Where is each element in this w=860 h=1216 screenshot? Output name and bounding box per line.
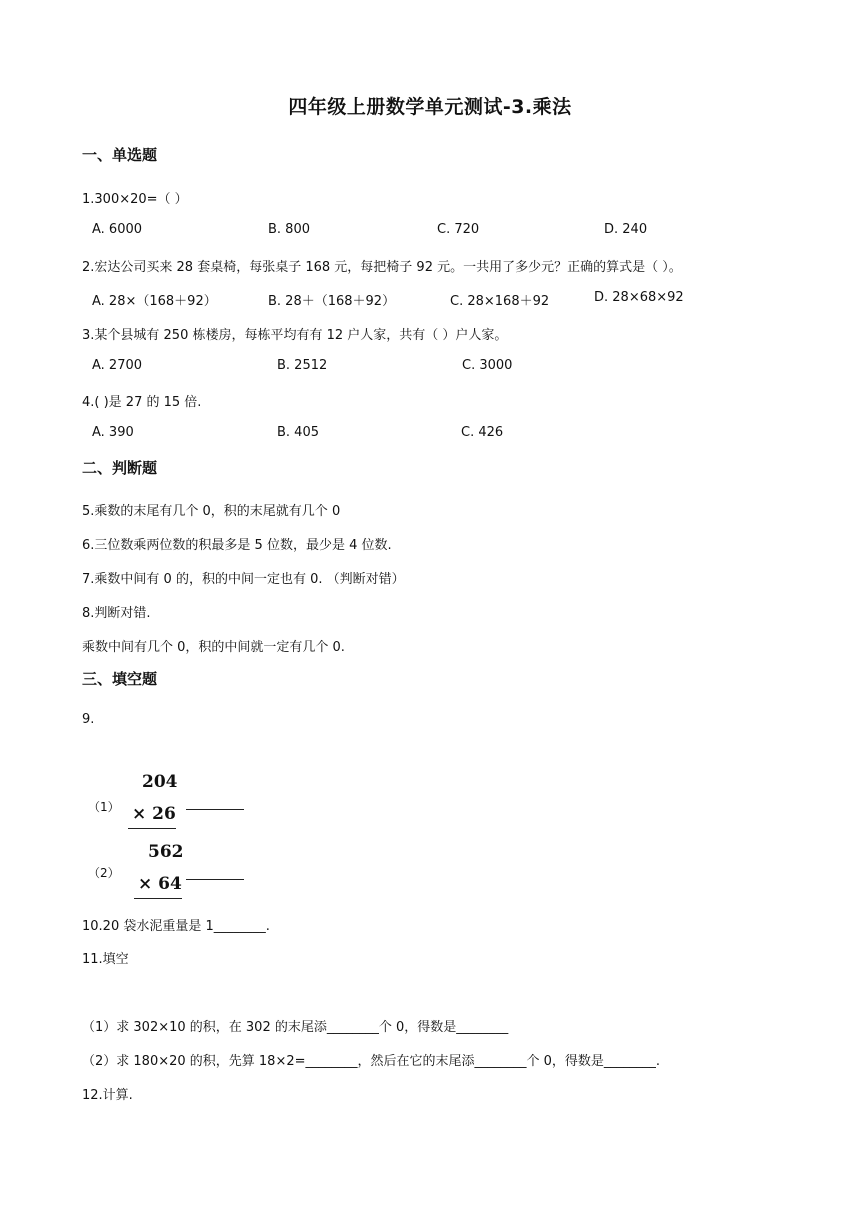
multiplier-2: × 64 [138, 874, 182, 894]
question-3-option-a: A. 2700 [92, 358, 143, 373]
section-heading-single-choice: 一、单选题 [82, 146, 158, 164]
question-2-option-d: D. 28×68×92 [594, 290, 684, 305]
question-4-option-a: A. 390 [92, 425, 134, 440]
question-2-option-c: C. 28×168＋92 [450, 294, 550, 309]
question-12-stem: 12.计算. [82, 1088, 133, 1103]
question-7-stem: 7.乘数中间有 0 的，积的中间一定也有 0. （判断对错） [82, 572, 405, 587]
product-rule-2 [134, 898, 182, 899]
vertical-multiplication-2 [134, 842, 254, 902]
question-2-option-b: B. 28＋（168＋92） [268, 294, 396, 309]
answer-blank-1[interactable] [186, 809, 244, 810]
question-8-stem: 8.判断对错. [82, 606, 151, 621]
question-9-stem: 9. [82, 712, 95, 727]
question-2-stem: 2.宏达公司买来 28 套桌椅，每张桌子 168 元，每把椅子 92 元。一共用了多少元？正确的算式是（ ）。 [82, 260, 682, 275]
question-3-option-b: B. 2512 [277, 358, 328, 373]
question-11-stem: 11.填空 [82, 952, 129, 967]
question-6-stem: 6.三位数乘两位数的积最多是 5 位数，最少是 4 位数. [82, 538, 392, 553]
question-1-option-a: A. 6000 [92, 222, 143, 237]
question-1-option-b: B. 800 [268, 222, 310, 237]
question-5-stem: 5.乘数的末尾有几个 0，积的末尾就有几个 0 [82, 504, 341, 519]
question-9-part-1-label: （1） [88, 800, 120, 814]
question-2-option-a: A. 28×（168＋92） [92, 294, 217, 309]
question-4-stem: 4.( )是 27 的 15 倍. [82, 395, 202, 410]
question-4-option-b: B. 405 [277, 425, 319, 440]
multiplicand-1: 204 [142, 772, 178, 792]
product-rule-1 [128, 828, 176, 829]
question-8-statement: 乘数中间有几个 0，积的中间就一定有几个 0. [82, 640, 345, 655]
question-10-stem: 10.20 袋水泥重量是 1________. [82, 919, 270, 934]
question-9-part-2-label: （2） [88, 866, 120, 880]
question-3-stem: 3.某个县城有 250 栋楼房，每栋平均有有 12 户人家，共有（ ）户人家。 [82, 328, 508, 343]
question-4-option-c: C. 426 [461, 425, 504, 440]
question-1-stem: 1.300×20=（ ） [82, 192, 188, 207]
question-11-part-2: （2）求 180×20 的积，先算 18×2=________，然后在它的末尾添________个 0，得数是________. [82, 1054, 661, 1069]
page-title: 四年级上册数学单元测试-3.乘法 [288, 96, 572, 118]
section-heading-true-false: 二、判断题 [82, 459, 158, 477]
question-1-option-c: C. 720 [437, 222, 480, 237]
section-heading-fill-blank: 三、填空题 [82, 670, 158, 688]
multiplier-1: × 26 [132, 804, 176, 824]
question-11-part-1: （1）求 302×10 的积，在 302 的末尾添________个 0，得数是________ [82, 1020, 509, 1035]
answer-blank-2[interactable] [186, 879, 244, 880]
question-3-option-c: C. 3000 [462, 358, 513, 373]
question-1-option-d: D. 240 [604, 222, 648, 237]
vertical-multiplication-1 [128, 772, 248, 832]
multiplicand-2: 562 [148, 842, 184, 862]
